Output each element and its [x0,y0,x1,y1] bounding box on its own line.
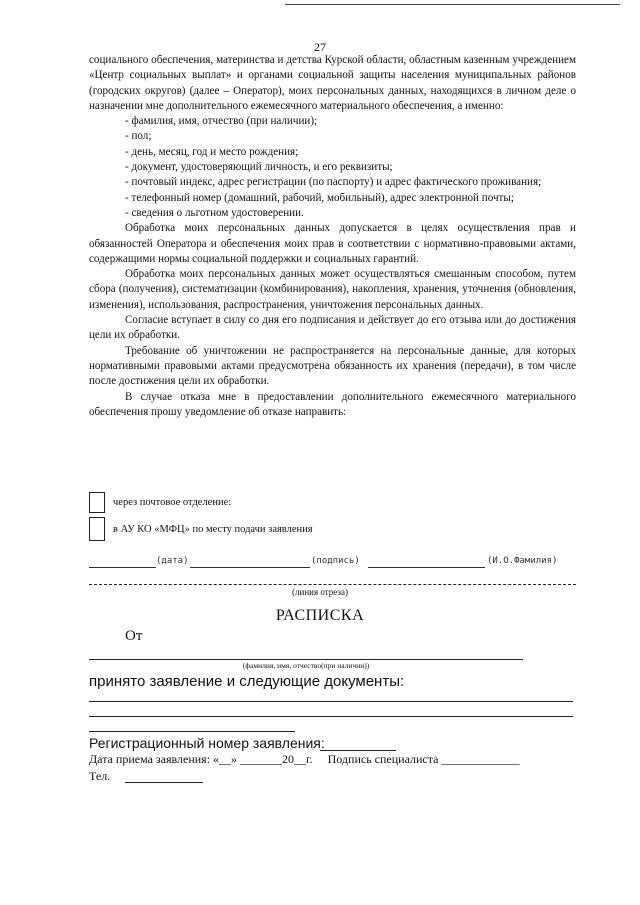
receipt-title: РАСПИСКА [275,607,365,624]
signature-line [190,567,310,568]
post-checkbox[interactable] [89,492,105,513]
accepted-text: принято заявление и следующие документы: [89,673,405,690]
paragraph: В случае отказа мне в предоставлении дополнительного ежемесячного материального обеспечения прошу уведомление об отказе направить: [89,390,576,418]
tel-label: Тел. [89,769,111,783]
top-rule [285,4,620,5]
fio-label: (фамилия, имя, отчество(при наличии)) [242,661,370,670]
receipt-from: От [125,628,143,644]
list-item: - пол; [125,130,152,143]
consent-text [89,53,576,420]
paragraph: Требование об уничтожении не распространяется на персональные данные, для которых нормативными правовыми актами предусмотрена обязанность их хранения (передачи), в том числе после достижения цели их обработки. [89,344,576,388]
paragraph: Обработка моих персональных данных может осуществляться смешанным способом, путем сбора (получения), систематизации (комбинирования), накопления, хранения, уточнения (обновления, изменения), использования, распространения, уничтожения персональных данных. [89,268,576,311]
list-item: - документ, удостоверяющий личность, и его реквизиты; [125,161,393,174]
list-item: - день, месяц, год и место рождения; [125,145,299,158]
option-post-label: через почтовое отделение: [113,497,232,508]
intro-paragraph: социального обеспечения, материнства и детства Курской области, областным казенным учреждением «Центр социальных выплат» и органами социальной защиты населения муниципальных районов (городских округов) (далее – Оператор), моих персональных данных, находящихся в личном деле о назначении мне дополнительного ежемесячного материального обеспечения, а именно: [89,54,576,112]
paragraph: Обработка моих персональных данных допускается в целях осуществления прав и обязанностей Оператора и обеспечения моих прав в соответствии с нормативно-правовыми актами, содержащими нормы социальной поддержки и социальных гарантий. [89,222,576,265]
list-item: - фамилия, имя, отчество (при наличии); [125,115,318,128]
paragraph: Согласие вступает в силу со дня его подписания и действует до его отзыва или до достижения цели их обработки. [89,314,576,342]
option-mfc-label: в АУ КО «МФЦ» по месту подачи заявления [113,523,313,535]
reg-number-label: Регистрационный номер заявления: [89,735,325,751]
date-line [89,567,156,568]
documents-line [89,701,573,702]
documents-line [89,716,573,717]
reg-number-line [320,750,396,751]
cut-line [89,584,576,585]
list-item: - телефонный номер (домашний, рабочий, мобильный), адрес электронной почты; [125,191,514,204]
tel-line [125,782,203,783]
date-received: Дата приема заявления: «__» _______20__г. Подпись специалиста _____________ [89,752,520,766]
option-post[interactable] [89,492,231,513]
documents-line [89,731,295,732]
signature-label: (подпись) [311,556,360,566]
list-item: - сведения о льготном удостоверении. [125,206,304,219]
page-number: 27 [314,40,326,54]
cut-label: (линия отреза) [292,587,348,597]
fio-line [89,659,523,660]
date-label: (дата) [156,556,189,566]
name-line [368,567,485,568]
name-label: (И.О.Фамилия) [487,556,558,566]
mfc-checkbox[interactable] [89,517,105,541]
list-item: - почтовый индекс, адрес регистрации (по паспорту) и адрес фактического проживания; [125,176,542,189]
option-mfc[interactable] [89,517,313,541]
